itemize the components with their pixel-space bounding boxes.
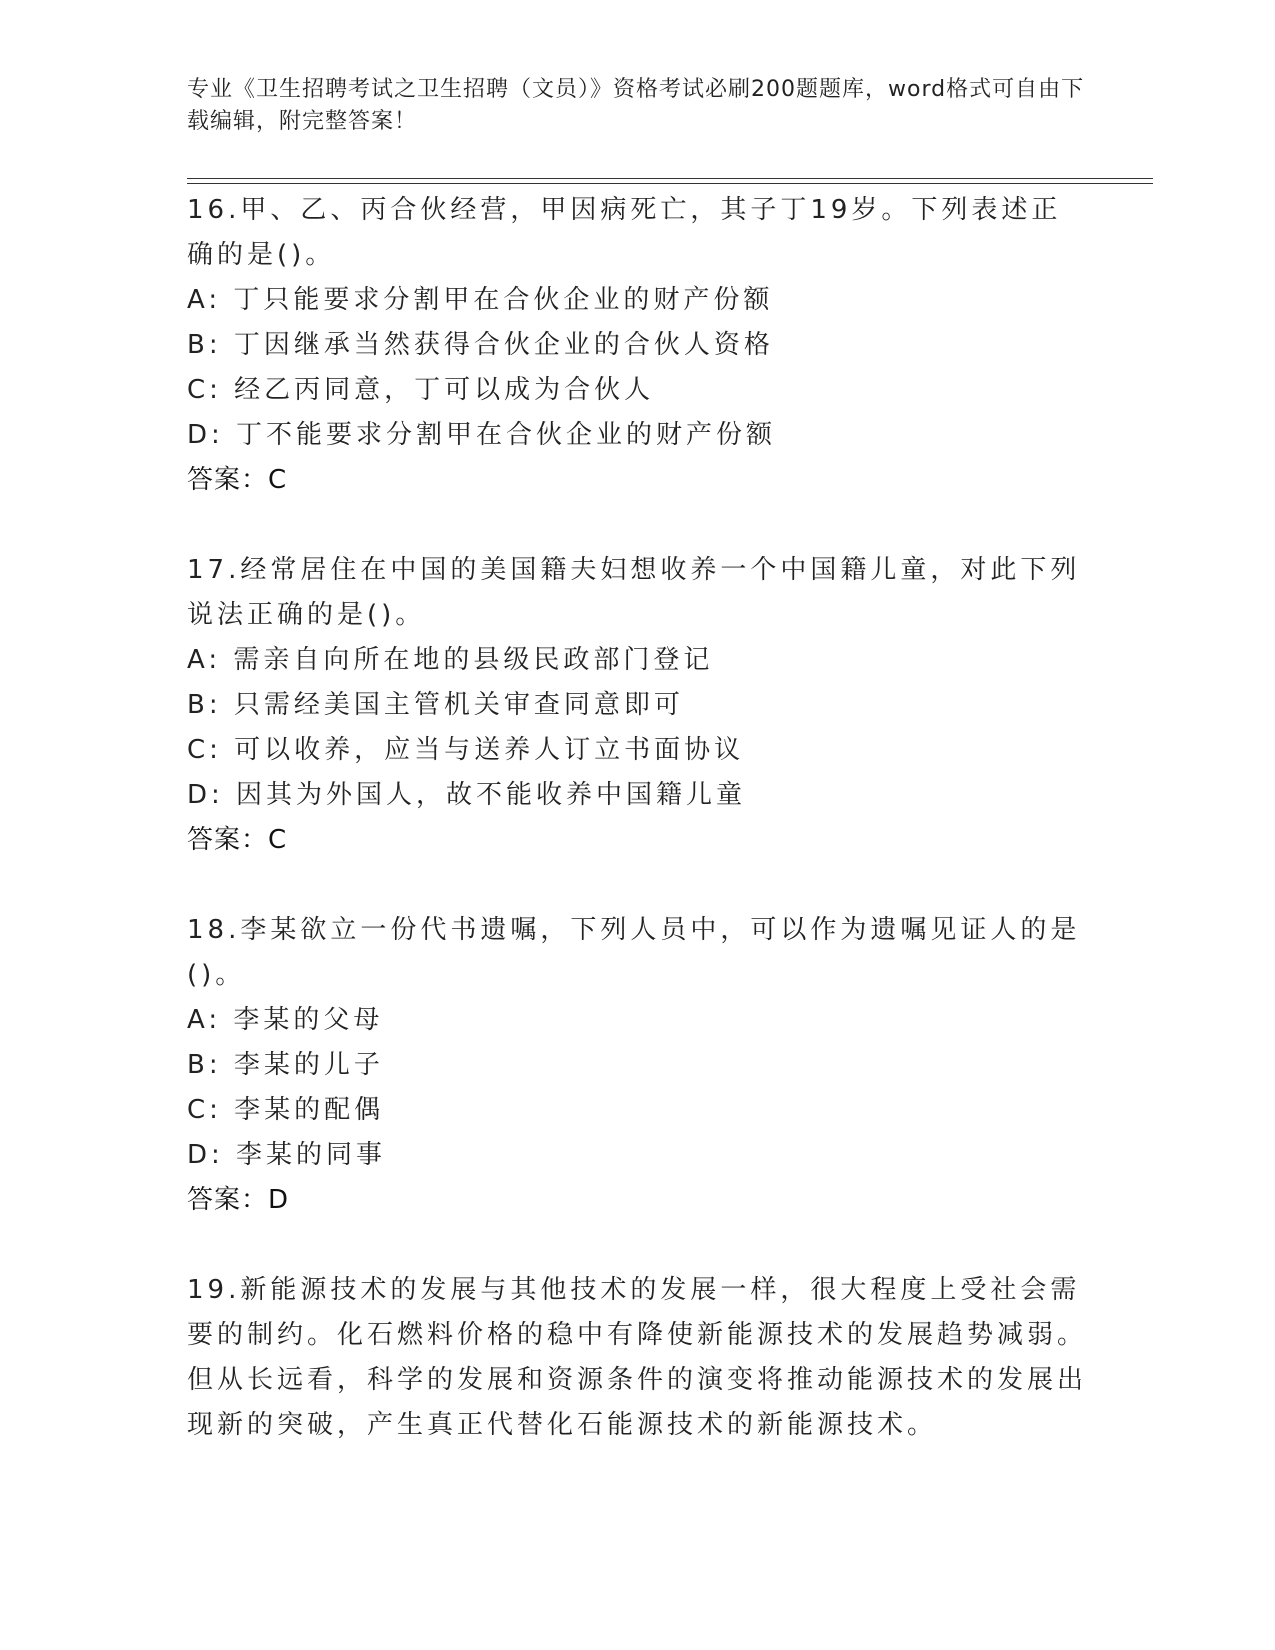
- header-divider-line-secondary: [187, 183, 1153, 184]
- answer-line: 答案：C: [187, 825, 288, 855]
- option-c: C: 可以收养，应当与送养人订立书面协议: [187, 735, 745, 765]
- document-header: 专业《卫生招聘考试之卫生招聘（文员）》资格考试必刷200题题库，word格式可自由下载编辑，附完整答案！: [187, 77, 1085, 134]
- question-stem: 18.李某欲立一份代书遗嘱，下列人员中，可以作为遗嘱见证人的是()。: [187, 915, 1081, 990]
- question-stem: 19.新能源技术的发展与其他技术的发展一样，很大程度上受社会需要的制约。化石燃料价格的稳中有降使新能源技术的发展趋势减弱。但从长远看，科学的发展和资源条件的演变将推动能源技术的发展出现新的突破，产生真正代替化石能源技术的新能源技术。: [187, 1275, 1088, 1440]
- option-b: B: 只需经美国主管机关审查同意即可: [187, 690, 684, 720]
- question-stem: 17.经常居住在中国的美国籍夫妇想收养一个中国籍儿童，对此下列说法正确的是()。: [187, 555, 1081, 630]
- answer-line: 答案：D: [187, 1185, 290, 1215]
- option-d: D: 丁不能要求分割甲在合伙企业的财产份额: [187, 420, 777, 450]
- option-b: B: 李某的儿子: [187, 1050, 384, 1080]
- header-divider-line: [187, 178, 1153, 179]
- question-item: [187, 1268, 1087, 1448]
- option-d: D: 因其为外国人，故不能收养中国籍儿童: [187, 780, 747, 810]
- option-a: A: 丁只能要求分割甲在合伙企业的财产份额: [187, 285, 774, 315]
- option-c: C: 经乙丙同意，丁可以成为合伙人: [187, 375, 655, 405]
- answer-line: 答案：C: [187, 465, 288, 495]
- question-stem: 16.甲、乙、丙合伙经营，甲因病死亡，其子丁19岁。下列表述正确的是()。: [187, 195, 1062, 270]
- option-a: A: 需亲自向所在地的县级民政部门登记: [187, 645, 714, 675]
- question-item: [187, 188, 1087, 503]
- option-c: C: 李某的配偶: [187, 1095, 385, 1125]
- option-b: B: 丁因继承当然获得合伙企业的合伙人资格: [187, 330, 774, 360]
- question-item: [187, 908, 1087, 1223]
- option-d: D: 李某的同事: [187, 1140, 387, 1170]
- option-a: A: 李某的父母: [187, 1005, 384, 1035]
- question-list: [187, 188, 1087, 1493]
- question-item: [187, 548, 1087, 863]
